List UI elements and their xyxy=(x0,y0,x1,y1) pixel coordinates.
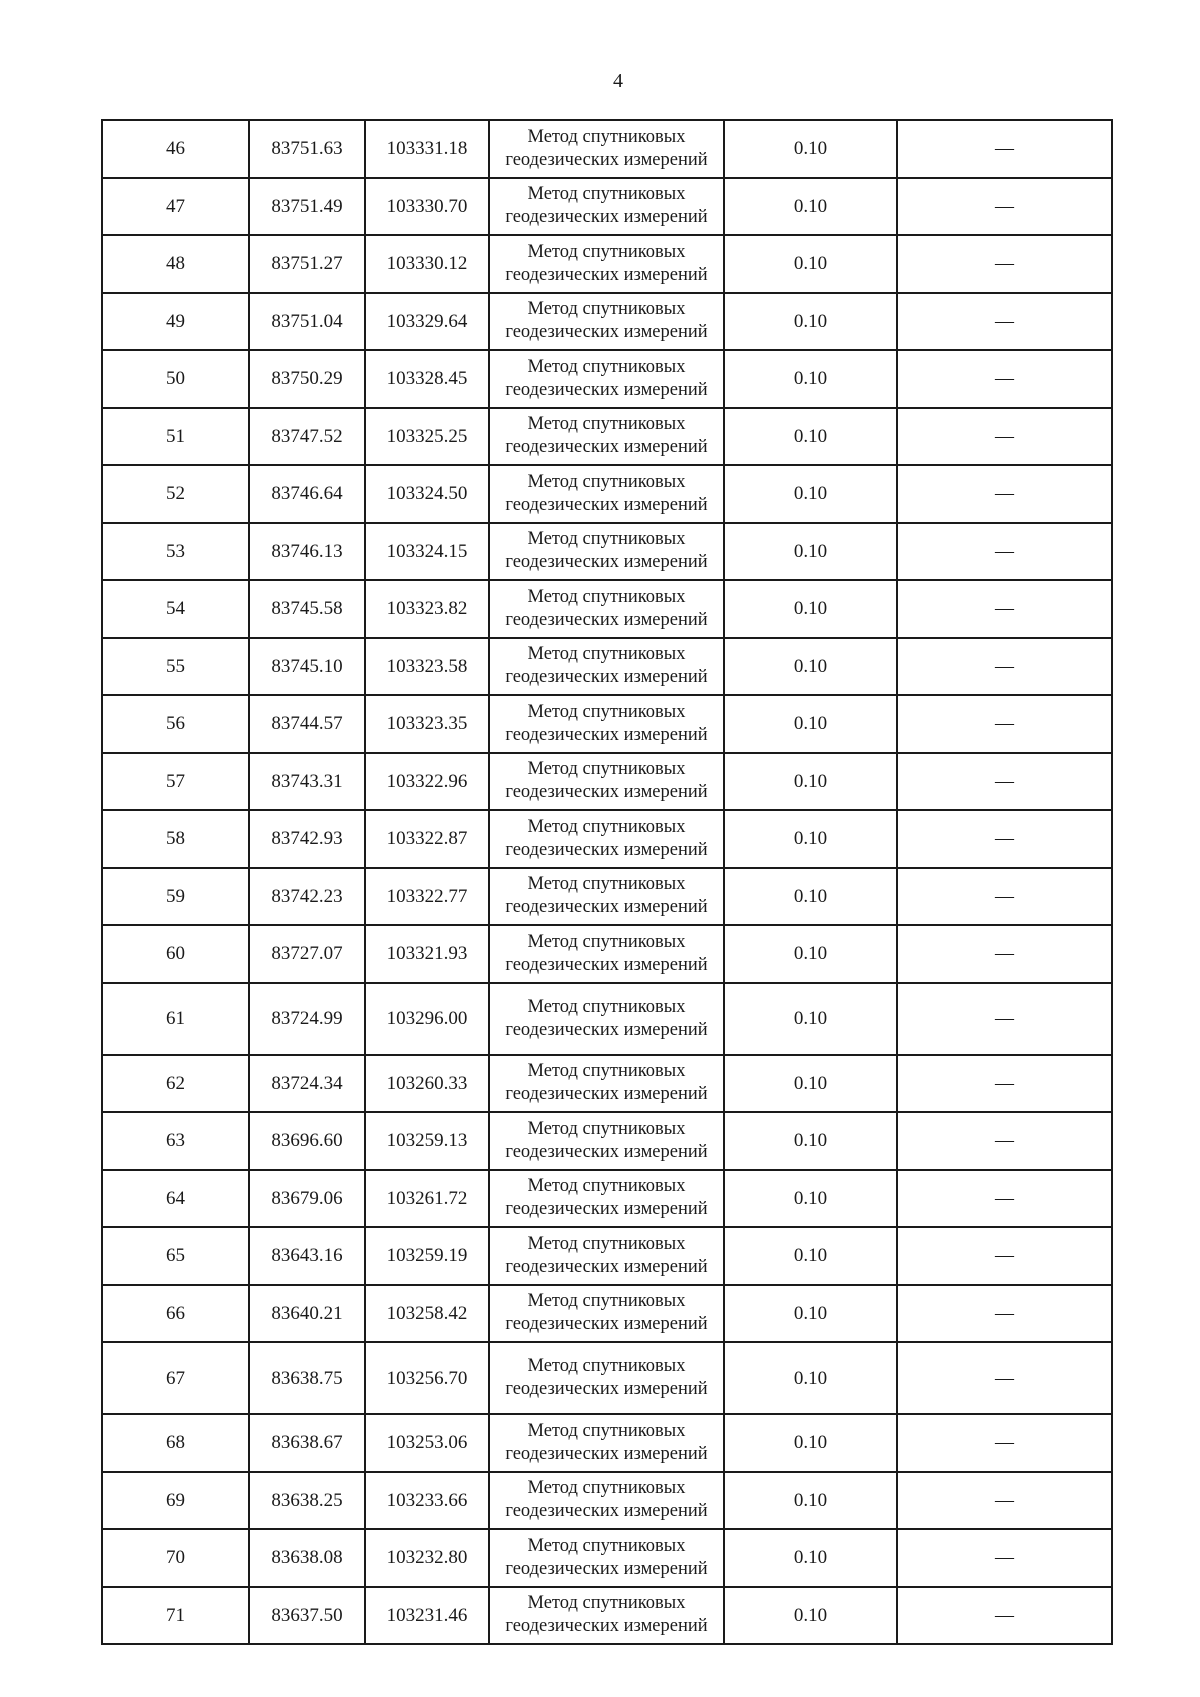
x-coordinate-cell: 83742.93 xyxy=(249,810,365,868)
x-coordinate-cell: 83679.06 xyxy=(249,1170,365,1228)
point-number-cell: 63 xyxy=(102,1112,249,1170)
accuracy-cell: 0.10 xyxy=(724,1112,897,1170)
method-cell xyxy=(489,1414,724,1472)
accuracy-cell: 0.10 xyxy=(724,580,897,638)
x-coordinate-cell: 83638.08 xyxy=(249,1529,365,1587)
y-coordinate-cell: 103323.82 xyxy=(365,580,489,638)
method-line: Метод спутниковых xyxy=(527,1291,686,1312)
point-number-cell: 61 xyxy=(102,983,249,1055)
method-line: Метод спутниковых xyxy=(527,529,686,550)
y-coordinate-cell: 103330.12 xyxy=(365,235,489,293)
method-cell xyxy=(489,235,724,293)
coordinates-table xyxy=(101,119,1113,1645)
method-cell xyxy=(489,1342,724,1414)
accuracy-cell: 0.10 xyxy=(724,925,897,983)
note-cell: — xyxy=(897,235,1112,293)
table-row xyxy=(102,1227,1112,1285)
method-line: Метод спутниковых xyxy=(527,931,686,952)
point-number-cell: 64 xyxy=(102,1170,249,1228)
accuracy-cell: 0.10 xyxy=(724,1587,897,1645)
accuracy-cell: 0.10 xyxy=(724,235,897,293)
method-cell xyxy=(489,1227,724,1285)
note-cell: — xyxy=(897,1227,1112,1285)
x-coordinate-cell: 83643.16 xyxy=(249,1227,365,1285)
accuracy-cell: 0.10 xyxy=(724,523,897,581)
accuracy-cell: 0.10 xyxy=(724,753,897,811)
point-number-cell: 48 xyxy=(102,235,249,293)
table-row xyxy=(102,523,1112,581)
method-line: геодезических измерений xyxy=(505,1558,708,1579)
point-number-cell: 59 xyxy=(102,868,249,926)
x-coordinate-cell: 83747.52 xyxy=(249,408,365,466)
x-coordinate-cell: 83743.31 xyxy=(249,753,365,811)
y-coordinate-cell: 103296.00 xyxy=(365,983,489,1055)
method-line: геодезических измерений xyxy=(505,1256,708,1277)
note-cell: — xyxy=(897,350,1112,408)
method-line: геодезических измерений xyxy=(505,1616,708,1637)
y-coordinate-cell: 103259.13 xyxy=(365,1112,489,1170)
accuracy-cell: 0.10 xyxy=(724,1342,897,1414)
x-coordinate-cell: 83727.07 xyxy=(249,925,365,983)
method-line: геодезических измерений xyxy=(505,322,708,343)
y-coordinate-cell: 103323.58 xyxy=(365,638,489,696)
method-cell xyxy=(489,178,724,236)
method-line: Метод спутниковых xyxy=(527,184,686,205)
accuracy-cell: 0.10 xyxy=(724,293,897,351)
accuracy-cell: 0.10 xyxy=(724,695,897,753)
method-line: Метод спутниковых xyxy=(527,1478,686,1499)
table-row xyxy=(102,120,1112,178)
note-cell: — xyxy=(897,1587,1112,1645)
method-cell xyxy=(489,753,724,811)
point-number-cell: 58 xyxy=(102,810,249,868)
accuracy-cell: 0.10 xyxy=(724,983,897,1055)
table-row xyxy=(102,753,1112,811)
table-row xyxy=(102,1055,1112,1113)
point-number-cell: 50 xyxy=(102,350,249,408)
accuracy-cell: 0.10 xyxy=(724,1414,897,1472)
method-line: геодезических измерений xyxy=(505,782,708,803)
note-cell: — xyxy=(897,523,1112,581)
x-coordinate-cell: 83751.49 xyxy=(249,178,365,236)
method-cell xyxy=(489,465,724,523)
y-coordinate-cell: 103329.64 xyxy=(365,293,489,351)
method-line: Метод спутниковых xyxy=(527,471,686,492)
method-line: Метод спутниковых xyxy=(527,1118,686,1139)
method-line: Метод спутниковых xyxy=(527,759,686,780)
method-line: геодезических измерений xyxy=(505,264,708,285)
x-coordinate-cell: 83746.64 xyxy=(249,465,365,523)
table-row xyxy=(102,1587,1112,1645)
method-line: геодезических измерений xyxy=(505,1501,708,1522)
table-row xyxy=(102,810,1112,868)
point-number-cell: 68 xyxy=(102,1414,249,1472)
table-row xyxy=(102,1342,1112,1414)
note-cell: — xyxy=(897,1472,1112,1530)
method-line: Метод спутниковых xyxy=(527,299,686,320)
x-coordinate-cell: 83696.60 xyxy=(249,1112,365,1170)
note-cell: — xyxy=(897,695,1112,753)
method-line: геодезических измерений xyxy=(505,609,708,630)
method-line: Метод спутниковых xyxy=(527,644,686,665)
method-cell xyxy=(489,1472,724,1530)
method-line: геодезических измерений xyxy=(505,207,708,228)
y-coordinate-cell: 103256.70 xyxy=(365,1342,489,1414)
point-number-cell: 69 xyxy=(102,1472,249,1530)
method-line: Метод спутниковых xyxy=(527,241,686,262)
note-cell: — xyxy=(897,408,1112,466)
method-line: Метод спутниковых xyxy=(527,1356,686,1376)
x-coordinate-cell: 83745.10 xyxy=(249,638,365,696)
y-coordinate-cell: 103321.93 xyxy=(365,925,489,983)
method-line: Метод спутниковых xyxy=(527,701,686,722)
accuracy-cell: 0.10 xyxy=(724,638,897,696)
table-row xyxy=(102,925,1112,983)
note-cell: — xyxy=(897,580,1112,638)
table-row xyxy=(102,1170,1112,1228)
x-coordinate-cell: 83751.63 xyxy=(249,120,365,178)
y-coordinate-cell: 103322.96 xyxy=(365,753,489,811)
point-number-cell: 56 xyxy=(102,695,249,753)
accuracy-cell: 0.10 xyxy=(724,120,897,178)
method-line: геодезических измерений xyxy=(505,1314,708,1335)
note-cell: — xyxy=(897,925,1112,983)
y-coordinate-cell: 103328.45 xyxy=(365,350,489,408)
accuracy-cell: 0.10 xyxy=(724,465,897,523)
method-line: Метод спутниковых xyxy=(527,1061,686,1082)
accuracy-cell: 0.10 xyxy=(724,1529,897,1587)
method-line: Метод спутниковых xyxy=(527,126,686,147)
method-cell xyxy=(489,1170,724,1228)
table-row xyxy=(102,178,1112,236)
table-row xyxy=(102,1472,1112,1530)
table-row xyxy=(102,1112,1112,1170)
point-number-cell: 54 xyxy=(102,580,249,638)
note-cell: — xyxy=(897,293,1112,351)
x-coordinate-cell: 83638.75 xyxy=(249,1342,365,1414)
method-cell xyxy=(489,868,724,926)
note-cell: — xyxy=(897,1112,1112,1170)
y-coordinate-cell: 103324.15 xyxy=(365,523,489,581)
y-coordinate-cell: 103322.87 xyxy=(365,810,489,868)
y-coordinate-cell: 103330.70 xyxy=(365,178,489,236)
point-number-cell: 62 xyxy=(102,1055,249,1113)
table-row xyxy=(102,293,1112,351)
method-line: Метод спутниковых xyxy=(527,816,686,837)
y-coordinate-cell: 103259.19 xyxy=(365,1227,489,1285)
method-line: Метод спутниковых xyxy=(527,1535,686,1556)
y-coordinate-cell: 103331.18 xyxy=(365,120,489,178)
x-coordinate-cell: 83750.29 xyxy=(249,350,365,408)
x-coordinate-cell: 83751.27 xyxy=(249,235,365,293)
table-row xyxy=(102,1529,1112,1587)
note-cell: — xyxy=(897,868,1112,926)
note-cell: — xyxy=(897,638,1112,696)
method-line: геодезических измерений xyxy=(505,1084,708,1105)
note-cell: — xyxy=(897,120,1112,178)
method-line: геодезических измерений xyxy=(505,437,708,458)
table-row xyxy=(102,1414,1112,1472)
point-number-cell: 65 xyxy=(102,1227,249,1285)
method-line: геодезических измерений xyxy=(505,1019,708,1040)
x-coordinate-cell: 83746.13 xyxy=(249,523,365,581)
accuracy-cell: 0.10 xyxy=(724,1055,897,1113)
point-number-cell: 51 xyxy=(102,408,249,466)
method-line: геодезических измерений xyxy=(505,954,708,975)
table-row xyxy=(102,638,1112,696)
note-cell: — xyxy=(897,983,1112,1055)
point-number-cell: 47 xyxy=(102,178,249,236)
point-number-cell: 53 xyxy=(102,523,249,581)
y-coordinate-cell: 103323.35 xyxy=(365,695,489,753)
method-line: геодезических измерений xyxy=(505,379,708,400)
x-coordinate-cell: 83638.67 xyxy=(249,1414,365,1472)
table-row xyxy=(102,235,1112,293)
table-row xyxy=(102,983,1112,1055)
table-row xyxy=(102,465,1112,523)
method-line: Метод спутниковых xyxy=(527,1593,686,1614)
method-line: Метод спутниковых xyxy=(527,414,686,435)
x-coordinate-cell: 83742.23 xyxy=(249,868,365,926)
table-row xyxy=(102,580,1112,638)
method-line: Метод спутниковых xyxy=(527,996,686,1017)
x-coordinate-cell: 83724.34 xyxy=(249,1055,365,1113)
y-coordinate-cell: 103231.46 xyxy=(365,1587,489,1645)
point-number-cell: 67 xyxy=(102,1342,249,1414)
method-cell xyxy=(489,120,724,178)
table-row xyxy=(102,695,1112,753)
method-line: геодезических измерений xyxy=(505,1443,708,1464)
x-coordinate-cell: 83744.57 xyxy=(249,695,365,753)
method-line: геодезических измерений xyxy=(505,1199,708,1220)
point-number-cell: 49 xyxy=(102,293,249,351)
method-cell xyxy=(489,1112,724,1170)
method-line: геодезических измерений xyxy=(505,897,708,918)
method-line: Метод спутниковых xyxy=(527,1176,686,1197)
method-cell xyxy=(489,580,724,638)
note-cell: — xyxy=(897,1285,1112,1343)
y-coordinate-cell: 103322.77 xyxy=(365,868,489,926)
y-coordinate-cell: 103260.33 xyxy=(365,1055,489,1113)
method-line: Метод спутниковых xyxy=(527,1420,686,1441)
method-cell xyxy=(489,695,724,753)
method-line: геодезических измерений xyxy=(505,552,708,573)
x-coordinate-cell: 83745.58 xyxy=(249,580,365,638)
method-line: Метод спутниковых xyxy=(527,1233,686,1254)
method-line: геодезических измерений xyxy=(505,1141,708,1162)
point-number-cell: 70 xyxy=(102,1529,249,1587)
y-coordinate-cell: 103258.42 xyxy=(365,1285,489,1343)
note-cell: — xyxy=(897,1414,1112,1472)
page-number: 4 xyxy=(613,70,623,92)
note-cell: — xyxy=(897,1170,1112,1228)
y-coordinate-cell: 103324.50 xyxy=(365,465,489,523)
note-cell: — xyxy=(897,178,1112,236)
table-row xyxy=(102,1285,1112,1343)
coordinates-table-body xyxy=(102,120,1112,1644)
accuracy-cell: 0.10 xyxy=(724,1472,897,1530)
x-coordinate-cell: 83640.21 xyxy=(249,1285,365,1343)
y-coordinate-cell: 103261.72 xyxy=(365,1170,489,1228)
note-cell: — xyxy=(897,1529,1112,1587)
method-cell xyxy=(489,1055,724,1113)
point-number-cell: 52 xyxy=(102,465,249,523)
point-number-cell: 46 xyxy=(102,120,249,178)
method-line: геодезических измерений xyxy=(505,149,708,170)
y-coordinate-cell: 103253.06 xyxy=(365,1414,489,1472)
method-cell xyxy=(489,810,724,868)
y-coordinate-cell: 103232.80 xyxy=(365,1529,489,1587)
method-line: геодезических измерений xyxy=(505,494,708,515)
method-line: Метод спутниковых xyxy=(527,874,686,895)
y-coordinate-cell: 103325.25 xyxy=(365,408,489,466)
method-cell xyxy=(489,408,724,466)
table-row xyxy=(102,350,1112,408)
note-cell: — xyxy=(897,465,1112,523)
method-cell xyxy=(489,350,724,408)
method-cell xyxy=(489,523,724,581)
point-number-cell: 66 xyxy=(102,1285,249,1343)
accuracy-cell: 0.10 xyxy=(724,1285,897,1343)
y-coordinate-cell: 103233.66 xyxy=(365,1472,489,1530)
method-cell xyxy=(489,1587,724,1645)
method-line: Метод спутниковых xyxy=(527,586,686,607)
accuracy-cell: 0.10 xyxy=(724,178,897,236)
table-row xyxy=(102,408,1112,466)
accuracy-cell: 0.10 xyxy=(724,350,897,408)
note-cell: — xyxy=(897,1055,1112,1113)
x-coordinate-cell: 83751.04 xyxy=(249,293,365,351)
point-number-cell: 71 xyxy=(102,1587,249,1645)
accuracy-cell: 0.10 xyxy=(724,1227,897,1285)
method-cell xyxy=(489,638,724,696)
point-number-cell: 57 xyxy=(102,753,249,811)
note-cell: — xyxy=(897,810,1112,868)
x-coordinate-cell: 83724.99 xyxy=(249,983,365,1055)
method-line: Метод спутниковых xyxy=(527,356,686,377)
accuracy-cell: 0.10 xyxy=(724,810,897,868)
accuracy-cell: 0.10 xyxy=(724,868,897,926)
accuracy-cell: 0.10 xyxy=(724,1170,897,1228)
method-cell xyxy=(489,925,724,983)
method-cell xyxy=(489,983,724,1055)
point-number-cell: 55 xyxy=(102,638,249,696)
note-cell: — xyxy=(897,753,1112,811)
method-cell xyxy=(489,293,724,351)
x-coordinate-cell: 83637.50 xyxy=(249,1587,365,1645)
point-number-cell: 60 xyxy=(102,925,249,983)
note-cell: — xyxy=(897,1342,1112,1414)
x-coordinate-cell: 83638.25 xyxy=(249,1472,365,1530)
accuracy-cell: 0.10 xyxy=(724,408,897,466)
method-cell xyxy=(489,1285,724,1343)
method-line: геодезических измерений xyxy=(505,724,708,745)
method-line: геодезических измерений xyxy=(505,667,708,688)
method-cell xyxy=(489,1529,724,1587)
method-line: геодезических измерений xyxy=(505,1379,708,1399)
method-line: геодезических измерений xyxy=(505,839,708,860)
table-row xyxy=(102,868,1112,926)
